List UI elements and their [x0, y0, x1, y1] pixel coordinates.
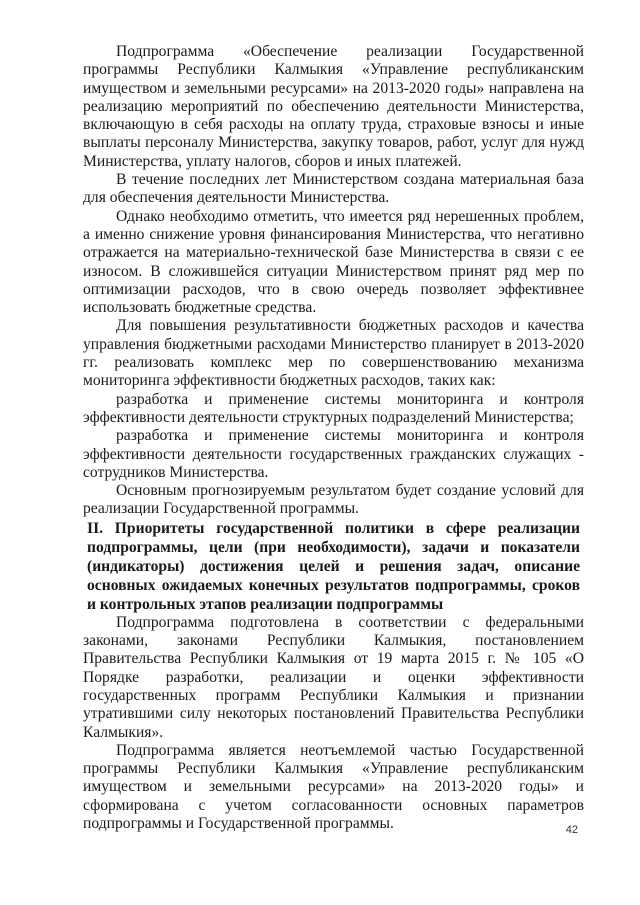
paragraph-budget-efficiency: Для повышения результативности бюджетных расходов и качества управления бюджетными расходами Министерство планирует в 2013-2020 гг. реализовать комплекс мер по совершенствованию механизма мониторинга эффективности бюджетных расходов, таких как:	[83, 317, 584, 390]
page-number: 42	[565, 824, 578, 836]
paragraph-expected-result: Основным прогнозируемым результатом будет создание условий для реализации Государственной программы.	[83, 482, 584, 518]
document-body	[83, 43, 584, 833]
list-item-monitoring-departments: разработка и применение системы мониторинга и контроля эффективности деятельности структурных подразделений Министерства;	[83, 390, 584, 426]
paragraph-unresolved-problems: Однако необходимо отметить, что имеется ряд нерешенных проблем, а именно снижение уровня финансирования Министерства, что негативно отражается на материально-технической базе Министерства в связи с ее износом. В сложившейся ситуации Министерством принят ряд мер по оптимизации расходов, что в свою очередь позволяет эффективнее использовать бюджетные средства.	[83, 207, 584, 317]
paragraph-material-base: В течение последних лет Министерством создана материальная база для обеспечения деятельности Министерства.	[83, 171, 584, 207]
paragraph-intro: Подпрограмма «Обеспечение реализации Государственной программы Республики Калмыкия «Управление республиканским имуществом и земельными ресурсами» на 2013-2020 годы» направлена на реализацию мероприятий по обеспечению деятельности Министерства, включающую в себя расходы на оплату труда, страховые взносы и иные выплаты персоналу Министерства, закупку товаров, работ, услуг для нужд Министерства, уплату налогов, сборов и иных платежей.	[83, 43, 584, 170]
section-heading: II. Приоритеты государственной политики в сфере реализации подпрограммы, цели (при необходимости), задачи и показатели (индикаторы) достижения целей и решения задач, описание основных ожидаемых конечных результатов подпрограммы, сроков и контрольных этапов реализации подпрограммы	[87, 519, 580, 613]
paragraph-legal-basis: Подпрограмма подготовлена в соответствии с федеральными законами, законами Республики Калмыкия, постановлением Правительства Республики Калмыкия от 19 марта 2015 г. № 105 «О Порядке разработки, реализации и оценки эффективности государственных программ Республики Калмыкия и признании утратившими силу некоторых постановлений Правительства Республики Калмыкия».	[83, 613, 584, 741]
paragraph-program-part: Подпрограмма является неотъемлемой частью Государственной программы Республики Калмыкия «Управление республиканским имуществом и земельными ресурсами» на 2013-2020 годы» и сформирована с учетом согласованности основных параметров подпрограммы и Государственной программы.	[83, 741, 584, 832]
list-item-monitoring-employees: разработка и применение системы мониторинга и контроля эффективности деятельности государственных гражданских служащих - сотрудников Министерства.	[83, 427, 584, 481]
